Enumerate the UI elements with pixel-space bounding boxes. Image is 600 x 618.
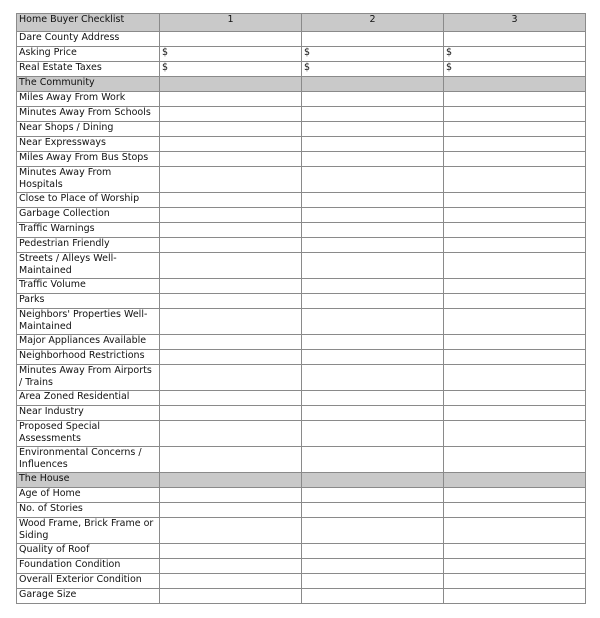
checklist-row bbox=[17, 309, 586, 335]
row-label: Overall Exterior Condition bbox=[17, 574, 160, 589]
home-3-entry-cell[interactable] bbox=[444, 92, 586, 107]
row-label: Garbage Collection bbox=[17, 208, 160, 223]
home-3-entry-cell[interactable] bbox=[444, 122, 586, 137]
section-filler-cell bbox=[444, 77, 586, 92]
home-3-entry-cell[interactable] bbox=[444, 365, 586, 391]
home-2-entry-cell[interactable] bbox=[302, 294, 444, 309]
row-label: Miles Away From Bus Stops bbox=[17, 152, 160, 167]
home-2-entry-cell[interactable] bbox=[302, 32, 444, 47]
home-2-entry-cell[interactable] bbox=[302, 488, 444, 503]
home-2-entry-cell[interactable] bbox=[302, 518, 444, 544]
checklist-body bbox=[17, 32, 586, 604]
home-2-entry-cell[interactable] bbox=[302, 421, 444, 447]
checklist-row bbox=[17, 223, 586, 238]
checklist-row bbox=[17, 253, 586, 279]
checklist-row bbox=[17, 137, 586, 152]
home-buyer-checklist-table bbox=[16, 13, 586, 604]
home-3-entry-cell[interactable] bbox=[444, 294, 586, 309]
home-1-entry-cell[interactable] bbox=[160, 406, 302, 421]
home-3-entry-cell[interactable] bbox=[444, 544, 586, 559]
home-1-entry-cell[interactable] bbox=[160, 253, 302, 279]
home-3-entry-cell[interactable] bbox=[444, 253, 586, 279]
home-3-entry-cell[interactable] bbox=[444, 488, 586, 503]
row-label: Wood Frame, Brick Frame or Siding bbox=[17, 518, 160, 544]
home-3-entry-cell[interactable] bbox=[444, 421, 586, 447]
checklist-row bbox=[17, 152, 586, 167]
row-label: Near Industry bbox=[17, 406, 160, 421]
home-1-entry-cell[interactable] bbox=[160, 107, 302, 122]
home-3-entry-cell[interactable] bbox=[444, 589, 586, 604]
home-2-entry-cell[interactable] bbox=[302, 152, 444, 167]
section-header-row bbox=[17, 473, 586, 488]
checklist-row bbox=[17, 574, 586, 589]
home-1-entry-cell[interactable] bbox=[160, 238, 302, 253]
row-label: Age of Home bbox=[17, 488, 160, 503]
home-2-entry-cell[interactable] bbox=[302, 279, 444, 294]
home-3-entry-cell[interactable] bbox=[444, 223, 586, 238]
checklist-row bbox=[17, 447, 586, 473]
home-3-entry-cell[interactable] bbox=[444, 518, 586, 544]
home-2-entry-cell[interactable] bbox=[302, 253, 444, 279]
home-2-entry-cell[interactable] bbox=[302, 137, 444, 152]
checklist-row bbox=[17, 294, 586, 309]
home-3-entry-cell[interactable] bbox=[444, 208, 586, 223]
row-label: Near Shops / Dining bbox=[17, 122, 160, 137]
home-2-entry-cell[interactable] bbox=[302, 107, 444, 122]
home-3-entry-cell[interactable] bbox=[444, 503, 586, 518]
home-3-entry-cell[interactable] bbox=[444, 62, 586, 77]
checklist-row bbox=[17, 335, 586, 350]
home-3-entry-cell[interactable] bbox=[444, 391, 586, 406]
home-3-entry-cell[interactable] bbox=[444, 406, 586, 421]
home-1-entry-cell[interactable] bbox=[160, 62, 302, 77]
home-2-entry-cell[interactable] bbox=[302, 559, 444, 574]
checklist-row bbox=[17, 47, 586, 62]
home-1-entry-cell[interactable] bbox=[160, 503, 302, 518]
checklist-row bbox=[17, 122, 586, 137]
currency-symbol: $ bbox=[446, 62, 453, 73]
home-2-entry-cell[interactable] bbox=[302, 574, 444, 589]
home-1-entry-cell[interactable] bbox=[160, 589, 302, 604]
row-label: Proposed Special Assessments bbox=[17, 421, 160, 447]
home-2-entry-cell[interactable] bbox=[302, 208, 444, 223]
section-filler-cell bbox=[160, 473, 302, 488]
home-1-entry-cell[interactable] bbox=[160, 574, 302, 589]
row-label: Dare County Address bbox=[17, 32, 160, 47]
section-filler-cell bbox=[302, 77, 444, 92]
home-1-entry-cell[interactable] bbox=[160, 544, 302, 559]
home-2-entry-cell[interactable] bbox=[302, 391, 444, 406]
checklist-row bbox=[17, 32, 586, 47]
home-3-entry-cell[interactable] bbox=[444, 193, 586, 208]
home-1-entry-cell[interactable] bbox=[160, 559, 302, 574]
row-label: Environmental Concerns / Influences bbox=[17, 447, 160, 473]
checklist-row bbox=[17, 544, 586, 559]
home-1-entry-cell[interactable] bbox=[160, 47, 302, 62]
section-filler-cell bbox=[160, 77, 302, 92]
home-3-entry-cell[interactable] bbox=[444, 574, 586, 589]
checklist-row bbox=[17, 208, 586, 223]
home-1-entry-cell[interactable] bbox=[160, 208, 302, 223]
checklist-row bbox=[17, 421, 586, 447]
home-2-entry-cell[interactable] bbox=[302, 503, 444, 518]
home-1-entry-cell[interactable] bbox=[160, 391, 302, 406]
row-label: Minutes Away From Schools bbox=[17, 107, 160, 122]
checklist-row bbox=[17, 193, 586, 208]
home-1-entry-cell[interactable] bbox=[160, 518, 302, 544]
row-label: Close to Place of Worship bbox=[17, 193, 160, 208]
home-3-entry-cell[interactable] bbox=[444, 167, 586, 193]
section-filler-cell bbox=[302, 473, 444, 488]
column-header-2: 2 bbox=[302, 14, 444, 32]
currency-symbol: $ bbox=[304, 62, 311, 73]
section-label: The House bbox=[17, 473, 160, 488]
home-2-entry-cell[interactable] bbox=[302, 589, 444, 604]
checklist-row bbox=[17, 503, 586, 518]
home-1-entry-cell[interactable] bbox=[160, 223, 302, 238]
checklist-row bbox=[17, 365, 586, 391]
home-1-entry-cell[interactable] bbox=[160, 447, 302, 473]
home-1-entry-cell[interactable] bbox=[160, 32, 302, 47]
home-2-entry-cell[interactable] bbox=[302, 47, 444, 62]
home-2-entry-cell[interactable] bbox=[302, 62, 444, 77]
row-label: Garage Size bbox=[17, 589, 160, 604]
row-label: Miles Away From Work bbox=[17, 92, 160, 107]
home-2-entry-cell[interactable] bbox=[302, 406, 444, 421]
home-2-entry-cell[interactable] bbox=[302, 350, 444, 365]
home-1-entry-cell[interactable] bbox=[160, 137, 302, 152]
home-1-entry-cell[interactable] bbox=[160, 122, 302, 137]
row-label: Traffic Volume bbox=[17, 279, 160, 294]
home-1-entry-cell[interactable] bbox=[160, 193, 302, 208]
home-1-entry-cell[interactable] bbox=[160, 365, 302, 391]
checklist-title: Home Buyer Checklist bbox=[17, 14, 160, 32]
row-label: Streets / Alleys Well-Maintained bbox=[17, 253, 160, 279]
home-1-entry-cell[interactable] bbox=[160, 294, 302, 309]
home-1-entry-cell[interactable] bbox=[160, 92, 302, 107]
home-1-entry-cell[interactable] bbox=[160, 350, 302, 365]
row-label: Neighbors' Properties Well-Maintained bbox=[17, 309, 160, 335]
currency-symbol: $ bbox=[304, 47, 311, 58]
home-2-entry-cell[interactable] bbox=[302, 223, 444, 238]
home-2-entry-cell[interactable] bbox=[302, 193, 444, 208]
home-1-entry-cell[interactable] bbox=[160, 335, 302, 350]
row-label: Quality of Roof bbox=[17, 544, 160, 559]
row-label: Pedestrian Friendly bbox=[17, 238, 160, 253]
row-label: Parks bbox=[17, 294, 160, 309]
home-1-entry-cell[interactable] bbox=[160, 421, 302, 447]
row-label: Area Zoned Residential bbox=[17, 391, 160, 406]
row-label: Minutes Away From Hospitals bbox=[17, 167, 160, 193]
home-2-entry-cell[interactable] bbox=[302, 238, 444, 253]
home-3-entry-cell[interactable] bbox=[444, 107, 586, 122]
section-label: The Community bbox=[17, 77, 160, 92]
header-row bbox=[17, 14, 586, 32]
home-2-entry-cell[interactable] bbox=[302, 544, 444, 559]
checklist-row bbox=[17, 238, 586, 253]
checklist-row bbox=[17, 589, 586, 604]
home-3-entry-cell[interactable] bbox=[444, 32, 586, 47]
home-2-entry-cell[interactable] bbox=[302, 122, 444, 137]
home-1-entry-cell[interactable] bbox=[160, 488, 302, 503]
checklist-row bbox=[17, 107, 586, 122]
home-1-entry-cell[interactable] bbox=[160, 279, 302, 294]
home-2-entry-cell[interactable] bbox=[302, 447, 444, 473]
row-label: No. of Stories bbox=[17, 503, 160, 518]
checklist-row bbox=[17, 488, 586, 503]
row-label: Real Estate Taxes bbox=[17, 62, 160, 77]
home-3-entry-cell[interactable] bbox=[444, 559, 586, 574]
section-filler-cell bbox=[444, 473, 586, 488]
checklist-row bbox=[17, 391, 586, 406]
column-header-3: 3 bbox=[444, 14, 586, 32]
row-label: Neighborhood Restrictions bbox=[17, 350, 160, 365]
home-2-entry-cell[interactable] bbox=[302, 335, 444, 350]
home-3-entry-cell[interactable] bbox=[444, 238, 586, 253]
row-label: Minutes Away From Airports / Trains bbox=[17, 365, 160, 391]
home-2-entry-cell[interactable] bbox=[302, 309, 444, 335]
checklist-row bbox=[17, 559, 586, 574]
home-3-entry-cell[interactable] bbox=[444, 47, 586, 62]
checklist-row bbox=[17, 62, 586, 77]
home-2-entry-cell[interactable] bbox=[302, 167, 444, 193]
checklist-row bbox=[17, 279, 586, 294]
currency-symbol: $ bbox=[162, 47, 169, 58]
home-1-entry-cell[interactable] bbox=[160, 309, 302, 335]
row-label: Foundation Condition bbox=[17, 559, 160, 574]
column-header-1: 1 bbox=[160, 14, 302, 32]
currency-symbol: $ bbox=[162, 62, 169, 73]
home-3-entry-cell[interactable] bbox=[444, 309, 586, 335]
checklist-row bbox=[17, 406, 586, 421]
checklist-row bbox=[17, 518, 586, 544]
section-header-row bbox=[17, 77, 586, 92]
row-label: Asking Price bbox=[17, 47, 160, 62]
home-3-entry-cell[interactable] bbox=[444, 350, 586, 365]
home-2-entry-cell[interactable] bbox=[302, 92, 444, 107]
home-3-entry-cell[interactable] bbox=[444, 279, 586, 294]
home-3-entry-cell[interactable] bbox=[444, 152, 586, 167]
home-1-entry-cell[interactable] bbox=[160, 152, 302, 167]
row-label: Near Expressways bbox=[17, 137, 160, 152]
home-1-entry-cell[interactable] bbox=[160, 167, 302, 193]
checklist-row bbox=[17, 350, 586, 365]
checklist-row bbox=[17, 167, 586, 193]
home-3-entry-cell[interactable] bbox=[444, 335, 586, 350]
checklist-row bbox=[17, 92, 586, 107]
row-label: Major Appliances Available bbox=[17, 335, 160, 350]
currency-symbol: $ bbox=[446, 47, 453, 58]
home-3-entry-cell[interactable] bbox=[444, 137, 586, 152]
row-label: Traffic Warnings bbox=[17, 223, 160, 238]
home-3-entry-cell[interactable] bbox=[444, 447, 586, 473]
home-2-entry-cell[interactable] bbox=[302, 365, 444, 391]
